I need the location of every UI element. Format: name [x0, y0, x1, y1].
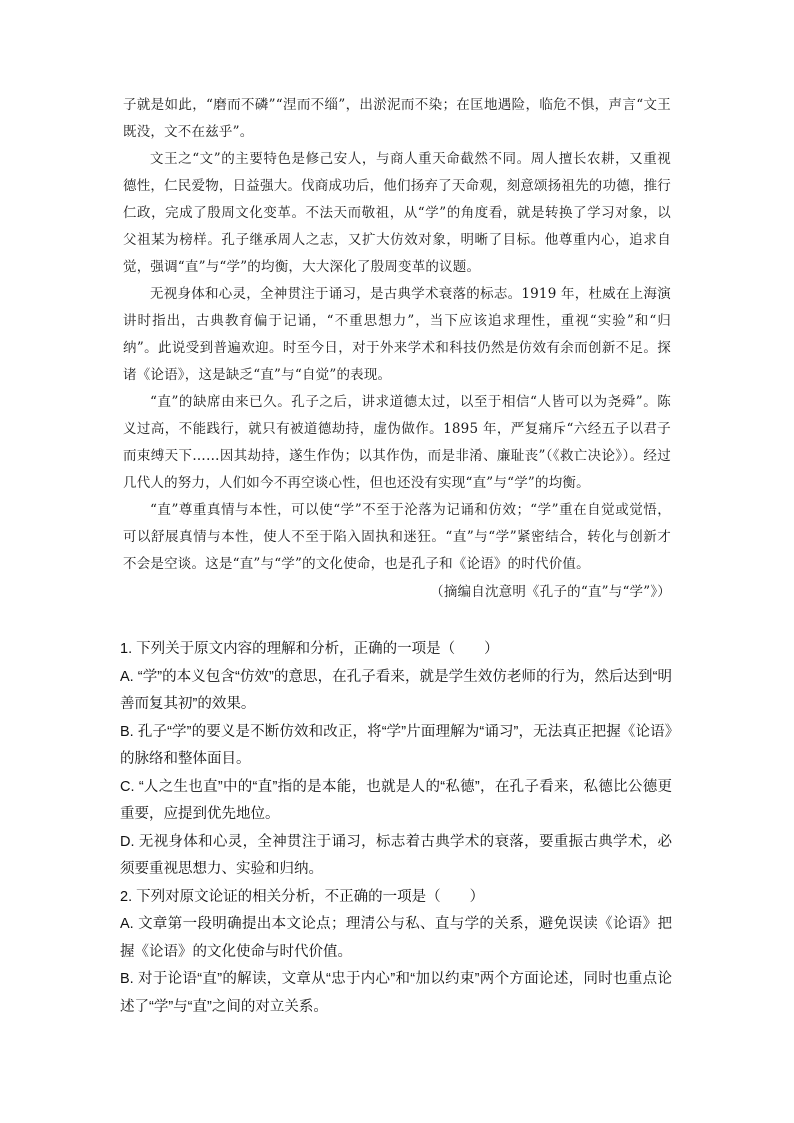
article-paragraph: “直”尊重真情与本性，可以使“学”不至于沦落为记诵和仿效；“学”重在自觉或觉悟，可以舒展真情与本性，使人不至于陷入固执和迷狂。“直”与“学”紧密结合，转化与创新才不会是空谈。这是“直”与“学”的文化使命，也是孔子和《论语》的时代价值。 [123, 502, 671, 572]
article-paragraph: 子就是如此，“磨而不磷”“涅而不缁”，出淤泥而不染；在匡地遇险，临危不惧，声言“文王既没，文不在兹乎”。 [123, 97, 671, 140]
question-1-option-d: D. 无视身体和心灵，全神贯注于诵习，标志着古典学术的衰落，要重振古典学术，必须要重视思想力、实验和归纳。 [120, 833, 672, 877]
question-section [120, 636, 672, 1021]
article-body [123, 92, 671, 606]
question-2-option-a: A. 文章第一段明确提出本文论点；理清公与私、直与学的关系，避免误读《论语》把握《论语》的文化使命与时代价值。 [120, 916, 672, 960]
question-2-option-b: B. 对于论语“直”的解读，文章从“忠于内心”和“加以约束”两个方面论述，同时也重点论述了“学”与“直”之间的对立关系。 [120, 971, 672, 1015]
article-source: （摘编自沈意明《孔子的“直”与“学”》） [430, 584, 671, 600]
article-paragraph: 无视身体和心灵，全神贯注于诵习，是古典学术衰落的标志。1919 年，杜威在上海演讲时指出，古典教育偏于记诵，“不重思想力”，当下应该追求理性，重视“实验”和“归纳”。此说受到普遍欢迎。时至今日，对于外来学术和科技仍然是仿效有余而创新不足。探诸《论语》，这是缺乏“直”与“自觉”的表现。 [123, 286, 671, 383]
article-paragraph: “直”的缺席由来已久。孔子之后，讲求道德太过，以至于相信“人皆可以为尧舜”。陈义过高，不能践行，就只有被道德劫持，虚伪做作。1895 年，严复痛斥“六经五子以君子而束缚天下……因其劫持，遂生作伪；以其作伪，而是非淆、廉耻丧”（《救亡决论》）。经过几代人的努力，人们如今不再空谈心性，但也还没有实现“直”与“学”的均衡。 [123, 394, 671, 491]
question-1-option-b: B. 孔子“学”的要义是不断仿效和改正，将“学”片面理解为“诵习”，无法真正把握《论语》的脉络和整体面目。 [120, 723, 672, 767]
article-paragraph: 文王之“文”的主要特色是修己安人，与商人重天命截然不同。周人擅长农耕，又重视德性，仁民爱物，日益强大。伐商成功后，他们扬弃了天命观，刻意颂扬祖先的功德，推行仁政，完成了殷周文化变革。不法天而敬祖，从“学”的角度看，就是转换了学习对象，以父祖某为榜样。孔子继承周人之志，又扩大仿效对象，明晰了目标。他尊重内心，追求自觉，强调“直”与“学”的均衡，大大深化了殷周变革的议题。 [123, 151, 671, 275]
question-1-stem: 1. 下列关于原文内容的理解和分析，正确的一项是（ ） [120, 641, 499, 657]
question-1-option-c: C. “人之生也直”中的“直”指的是本能，也就是人的“私德”，在孔子看来，私德比公德更重要，应提到优先地位。 [120, 778, 672, 822]
question-1-option-a: A. “学”的本义包含“仿效”的意思，在孔子看来，就是学生效仿老师的行为，然后达到“明善而复其初”的效果。 [120, 668, 672, 712]
question-2-stem: 2. 下列对原文论证的相关分析，不正确的一项是（ ） [120, 888, 485, 905]
